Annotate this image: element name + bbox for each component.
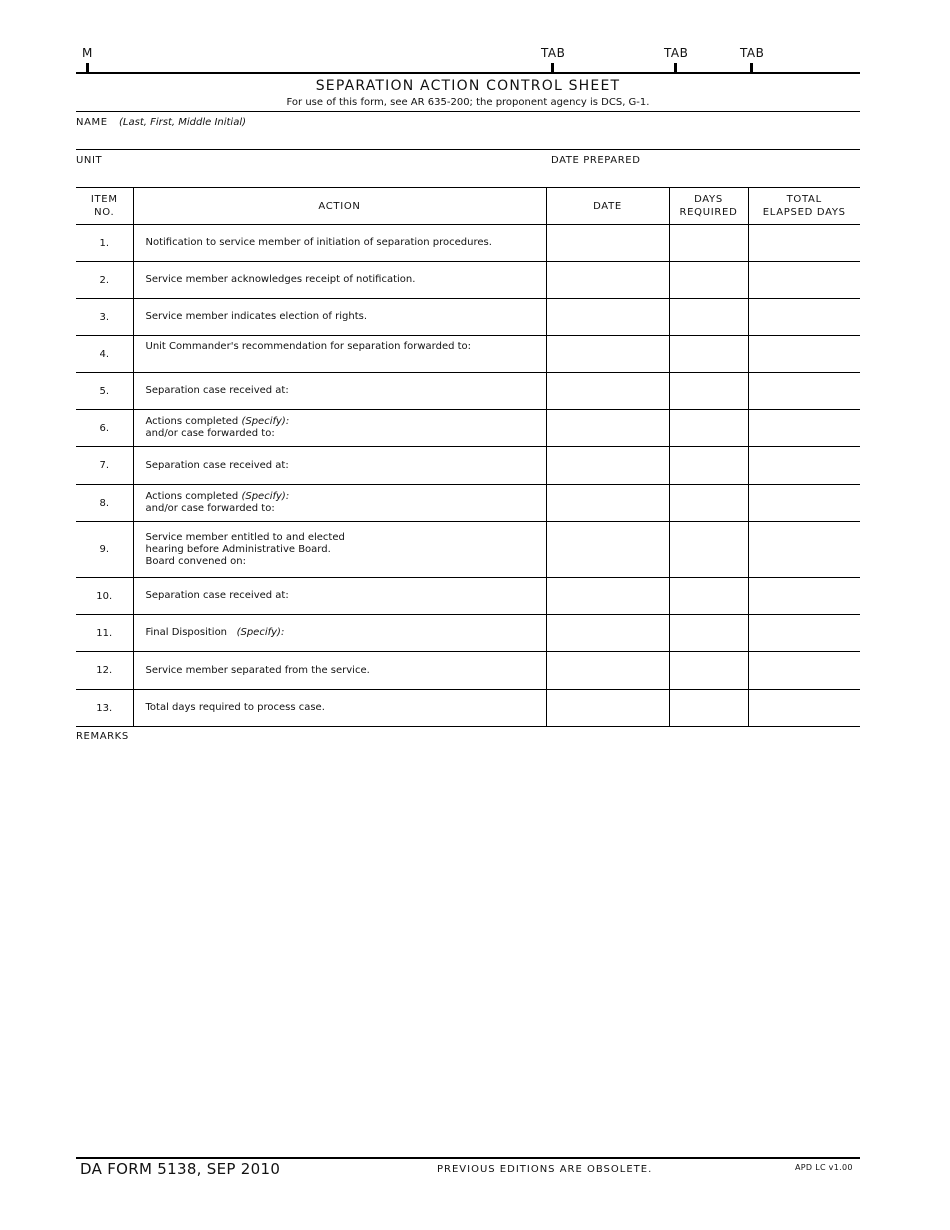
date-cell[interactable]	[546, 447, 669, 485]
tab-mark-3: TAB	[740, 46, 765, 60]
date-prepared-label: DATE PREPARED	[551, 155, 641, 166]
action-line	[146, 665, 546, 677]
date-cell[interactable]	[546, 615, 669, 652]
date-cell[interactable]	[546, 522, 669, 578]
name-field[interactable]	[76, 117, 246, 128]
date-cell[interactable]	[546, 578, 669, 615]
action-line-text: Separation case received at:	[145, 459, 289, 471]
total-elapsed-cell[interactable]	[748, 225, 860, 262]
days-required-cell[interactable]	[669, 373, 748, 410]
table-row	[76, 447, 860, 485]
unit-field[interactable]	[76, 155, 102, 166]
date-header: DATE	[546, 188, 669, 225]
version-label: APD LC v1.00	[795, 1163, 853, 1172]
date-cell[interactable]	[546, 410, 669, 447]
item-number: 12.	[76, 652, 133, 690]
action-line	[146, 416, 546, 428]
action-line	[146, 702, 546, 714]
action-line-text: Unit Commander's recommendation for separation forwarded to:	[145, 341, 472, 352]
table-row	[76, 615, 860, 652]
total-header-line2: ELAPSED DAYS	[762, 207, 846, 218]
days-required-cell[interactable]	[669, 690, 748, 727]
action-line	[146, 627, 546, 639]
table-row	[76, 410, 860, 447]
table-header-row	[76, 188, 860, 225]
table-row	[76, 652, 860, 690]
action-text	[133, 652, 546, 690]
table-row	[76, 690, 860, 727]
days-header-line1: DAYS	[694, 194, 723, 205]
footer-rule	[76, 1157, 860, 1159]
total-elapsed-cell[interactable]	[748, 336, 860, 373]
action-line-text: Service member acknowledges receipt of notification.	[145, 274, 416, 285]
action-line-text: Service member indicates election of rights.	[145, 311, 368, 322]
action-text	[133, 262, 546, 299]
table-row	[76, 373, 860, 410]
action-line	[146, 556, 546, 568]
total-elapsed-cell[interactable]	[748, 262, 860, 299]
days-required-cell[interactable]	[669, 225, 748, 262]
action-line-text: Service member entitled to and elected	[145, 531, 345, 543]
action-line	[146, 274, 546, 286]
action-line	[146, 341, 546, 353]
total-elapsed-cell[interactable]	[748, 615, 860, 652]
date-cell[interactable]	[546, 690, 669, 727]
total-header-line1: TOTAL	[786, 194, 822, 205]
item-number: 9.	[76, 522, 133, 578]
action-line	[146, 311, 546, 323]
item-number: 7.	[76, 447, 133, 485]
date-cell[interactable]	[546, 262, 669, 299]
table-row	[76, 485, 860, 522]
table-row	[76, 578, 860, 615]
action-text	[133, 225, 546, 262]
item-number: 10.	[76, 578, 133, 615]
date-cell[interactable]	[546, 373, 669, 410]
days-required-cell[interactable]	[669, 522, 748, 578]
days-required-cell[interactable]	[669, 410, 748, 447]
margin-mark: M	[82, 46, 93, 60]
action-line	[146, 590, 546, 602]
days-required-cell[interactable]	[669, 336, 748, 373]
tab-mark-2: TAB	[664, 46, 689, 60]
remarks-field[interactable]	[76, 731, 860, 1151]
days-required-cell[interactable]	[669, 578, 748, 615]
action-line	[146, 503, 546, 515]
action-line-text: Total days required to process case.	[145, 702, 325, 713]
action-line	[146, 385, 546, 397]
item-number: 6.	[76, 410, 133, 447]
action-text	[133, 485, 546, 522]
action-text	[133, 410, 546, 447]
action-line-text: Service member separated from the service.	[145, 664, 370, 676]
action-text	[133, 615, 546, 652]
action-line	[146, 491, 546, 503]
tab-mark-1: TAB	[541, 46, 566, 60]
days-required-cell[interactable]	[669, 485, 748, 522]
obsolete-notice: PREVIOUS EDITIONS ARE OBSOLETE.	[437, 1164, 653, 1175]
total-elapsed-cell[interactable]	[748, 447, 860, 485]
title-rule	[76, 111, 860, 112]
total-elapsed-cell[interactable]	[748, 485, 860, 522]
date-prepared-field[interactable]	[551, 155, 641, 166]
action-text	[133, 522, 546, 578]
action-line	[146, 544, 546, 556]
unit-label: UNIT	[76, 155, 103, 166]
item-number: 5.	[76, 373, 133, 410]
total-elapsed-cell[interactable]	[748, 410, 860, 447]
name-label: NAME	[76, 117, 108, 128]
date-cell[interactable]	[546, 652, 669, 690]
item-number: 13.	[76, 690, 133, 727]
specify-hint: (Specify):	[241, 416, 290, 427]
action-line-text: Separation case received at:	[145, 590, 289, 601]
total-elapsed-header	[748, 188, 860, 225]
action-line-text: Actions completed	[145, 416, 239, 427]
action-line-text: Final Disposition	[145, 627, 228, 638]
total-elapsed-cell[interactable]	[748, 690, 860, 727]
action-text	[133, 690, 546, 727]
action-line-text: Separation case received at:	[145, 385, 289, 396]
total-elapsed-cell[interactable]	[748, 299, 860, 336]
days-required-header	[669, 188, 748, 225]
action-header: ACTION	[133, 188, 546, 225]
table-row	[76, 522, 860, 578]
table-row	[76, 299, 860, 336]
item-no-header	[76, 188, 133, 225]
action-text	[133, 578, 546, 615]
action-line	[146, 460, 546, 472]
action-text	[133, 299, 546, 336]
table-row	[76, 336, 860, 373]
item-header-line1: ITEM	[90, 194, 118, 205]
item-number: 11.	[76, 615, 133, 652]
date-cell[interactable]	[546, 336, 669, 373]
date-cell[interactable]	[546, 485, 669, 522]
action-line	[146, 237, 546, 249]
specify-hint: (Specify):	[241, 491, 290, 502]
total-elapsed-cell[interactable]	[748, 652, 860, 690]
date-cell[interactable]	[546, 299, 669, 336]
action-text	[133, 447, 546, 485]
table-row	[76, 262, 860, 299]
date-cell[interactable]	[546, 225, 669, 262]
item-number: 2.	[76, 262, 133, 299]
days-required-cell[interactable]	[669, 615, 748, 652]
action-line-text: and/or case forwarded to:	[145, 503, 275, 514]
name-rule	[76, 149, 860, 150]
item-number: 4.	[76, 336, 133, 373]
days-required-cell[interactable]	[669, 262, 748, 299]
item-number: 1.	[76, 225, 133, 262]
action-line-text: Actions completed	[145, 491, 239, 502]
days-required-cell[interactable]	[669, 652, 748, 690]
specify-hint: (Specify):	[236, 627, 285, 638]
days-required-cell[interactable]	[669, 299, 748, 336]
form-subtitle: For use of this form, see AR 635-200; the proponent agency is DCS, G-1.	[286, 97, 650, 108]
action-line-text: Board convened on:	[145, 555, 246, 567]
form-number: DA FORM 5138, SEP 2010	[80, 1160, 281, 1178]
action-text	[133, 373, 546, 410]
action-table	[76, 187, 860, 727]
days-header-line2: REQUIRED	[679, 207, 738, 218]
action-line	[146, 428, 546, 440]
total-elapsed-cell[interactable]	[748, 578, 860, 615]
action-line	[146, 532, 546, 544]
remarks-label: REMARKS	[76, 731, 129, 742]
item-number: 3.	[76, 299, 133, 336]
action-line-text: Notification to service member of initiation of separation procedures.	[145, 237, 492, 248]
action-text	[133, 336, 546, 373]
table-row	[76, 225, 860, 262]
action-line-text: hearing before Administrative Board.	[145, 543, 331, 555]
action-line-text: and/or case forwarded to:	[145, 428, 275, 439]
top-rule	[76, 72, 860, 74]
total-elapsed-cell[interactable]	[748, 373, 860, 410]
form-title: SEPARATION ACTION CONTROL SHEET	[315, 78, 621, 94]
name-hint: (Last, First, Middle Initial)	[119, 117, 247, 128]
item-header-line2: NO.	[94, 207, 115, 218]
days-required-cell[interactable]	[669, 447, 748, 485]
total-elapsed-cell[interactable]	[748, 522, 860, 578]
item-number: 8.	[76, 485, 133, 522]
